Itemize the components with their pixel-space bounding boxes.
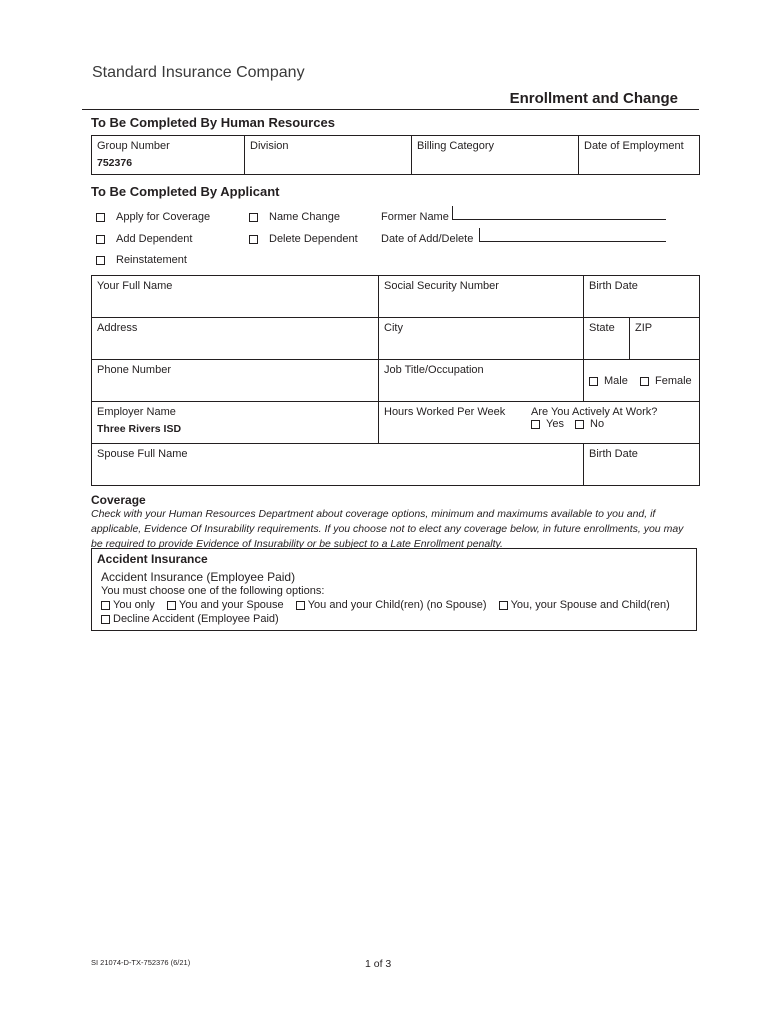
group-number-value: 752376 [97, 157, 133, 169]
address-cell[interactable] [92, 318, 379, 360]
hr-section-heading: To Be Completed By Human Resources [91, 115, 335, 130]
title-divider [82, 109, 699, 110]
actively-at-work-label: Are You Actively At Work? [531, 406, 658, 418]
add-dependent-label: Add Dependent [116, 233, 193, 245]
yes-label: Yes [546, 418, 564, 430]
checkbox-icon[interactable] [249, 213, 258, 222]
option-you-and-children[interactable] [296, 599, 487, 611]
phone-label: Phone Number [97, 364, 171, 376]
division-label: Division [250, 140, 289, 152]
employer-name-cell[interactable] [92, 402, 379, 444]
checkbox-icon[interactable] [96, 256, 105, 265]
decline-label: Decline Accident (Employee Paid) [113, 613, 279, 625]
reinstatement-option[interactable] [96, 254, 187, 266]
option-you-only-label: You only [113, 599, 155, 611]
option-you-spouse-children[interactable] [499, 599, 670, 611]
zip-cell[interactable] [630, 318, 700, 360]
hr-table [91, 135, 700, 175]
page-number: 1 of 3 [365, 958, 392, 970]
option-you-and-spouse[interactable] [167, 599, 284, 611]
zip-label: ZIP [635, 322, 653, 334]
apply-for-coverage-label: Apply for Coverage [116, 211, 211, 223]
option-you-and-children-label: You and your Child(ren) (no Spouse) [307, 599, 487, 611]
date-of-employment-cell[interactable] [579, 136, 700, 175]
billing-category-cell[interactable] [412, 136, 579, 175]
hours-worked-cell[interactable] [379, 402, 700, 444]
address-label: Address [97, 322, 138, 334]
ssn-label: Social Security Number [384, 280, 499, 292]
coverage-heading: Coverage [91, 493, 146, 507]
date-of-employment-label: Date of Employment [584, 140, 684, 152]
birth-date-label: Birth Date [589, 280, 638, 292]
reinstatement-label: Reinstatement [116, 254, 187, 266]
spouse-birth-date-label: Birth Date [589, 448, 638, 460]
date-field-tick [479, 228, 480, 242]
coverage-note: Check with your Human Resources Department about coverage options, minimum and maximums available to you and, if applicable, Evidence Of Insurability requirements. If you choose not to elect any coverage below, in future enrollments, you may be required to provide Evidence of Insurability or be subject to a Late Enrollment penalty. [91, 508, 684, 550]
employer-name-value: Three Rivers ISD [97, 423, 182, 435]
birth-date-cell[interactable] [584, 276, 700, 318]
state-cell[interactable] [584, 318, 630, 360]
accident-insurance-subtitle: Accident Insurance (Employee Paid) [101, 570, 296, 584]
checkbox-icon[interactable] [589, 377, 598, 386]
date-of-add-delete-label: Date of Add/Delete [381, 233, 474, 245]
apply-for-coverage-option[interactable] [96, 211, 210, 223]
checkbox-icon[interactable] [296, 601, 305, 610]
billing-category-label: Billing Category [417, 140, 495, 152]
spouse-name-label: Spouse Full Name [97, 448, 188, 460]
spouse-birth-date-cell[interactable] [584, 444, 700, 486]
former-name-field-tick [452, 206, 453, 220]
former-name-label: Former Name [381, 211, 449, 223]
checkbox-icon[interactable] [101, 601, 110, 610]
no-option[interactable] [575, 418, 604, 430]
option-you-only[interactable] [101, 599, 155, 611]
yes-option[interactable] [531, 418, 564, 430]
job-title-cell[interactable] [379, 360, 584, 402]
female-label: Female [655, 375, 692, 387]
division-cell[interactable] [245, 136, 412, 175]
applicant-section-heading: To Be Completed By Applicant [91, 184, 280, 199]
checkbox-icon[interactable] [96, 213, 105, 222]
checkbox-icon[interactable] [531, 420, 540, 429]
checkbox-icon[interactable] [167, 601, 176, 610]
form-code: SI 21074-D-TX-752376 (6/21) [91, 958, 191, 967]
employer-name-label: Employer Name [97, 406, 176, 418]
phone-cell[interactable] [92, 360, 379, 402]
checkbox-icon[interactable] [640, 377, 649, 386]
checkbox-icon[interactable] [575, 420, 584, 429]
name-change-option[interactable] [249, 211, 340, 223]
accident-instruction: You must choose one of the following options: [101, 585, 325, 597]
company-name: Standard Insurance Company [92, 64, 305, 81]
group-number-cell[interactable] [92, 136, 245, 175]
male-label: Male [604, 375, 628, 387]
option-you-spouse-children-label: You, your Spouse and Child(ren) [510, 599, 670, 611]
hours-worked-label: Hours Worked Per Week [384, 406, 506, 418]
full-name-cell[interactable] [92, 276, 379, 318]
checkbox-icon[interactable] [249, 235, 258, 244]
delete-dependent-label: Delete Dependent [269, 233, 358, 245]
job-title-label: Job Title/Occupation [384, 364, 484, 376]
decline-option[interactable] [101, 613, 279, 625]
ssn-cell[interactable] [379, 276, 584, 318]
gender-cell [584, 360, 700, 402]
state-label: State [589, 322, 615, 334]
applicant-info-table [91, 275, 700, 486]
full-name-label: Your Full Name [97, 280, 173, 292]
city-label: City [384, 322, 403, 334]
group-number-label: Group Number [97, 140, 170, 152]
date-of-add-delete-field[interactable] [479, 241, 666, 242]
no-label: No [590, 418, 605, 430]
form-title: Enrollment and Change [509, 90, 678, 107]
delete-dependent-option[interactable] [249, 233, 358, 245]
checkbox-icon[interactable] [96, 235, 105, 244]
former-name-field[interactable] [452, 219, 666, 220]
accident-insurance-title: Accident Insurance [97, 552, 208, 566]
checkbox-icon[interactable] [101, 615, 110, 624]
city-cell[interactable] [379, 318, 584, 360]
option-you-and-spouse-label: You and your Spouse [178, 599, 284, 611]
spouse-name-cell[interactable] [92, 444, 584, 486]
accident-options-row [101, 599, 679, 611]
female-option[interactable] [640, 375, 692, 387]
add-dependent-option[interactable] [96, 233, 192, 245]
male-option[interactable] [589, 375, 628, 387]
checkbox-icon[interactable] [499, 601, 508, 610]
name-change-label: Name Change [269, 211, 340, 223]
accident-insurance-box [91, 548, 697, 631]
